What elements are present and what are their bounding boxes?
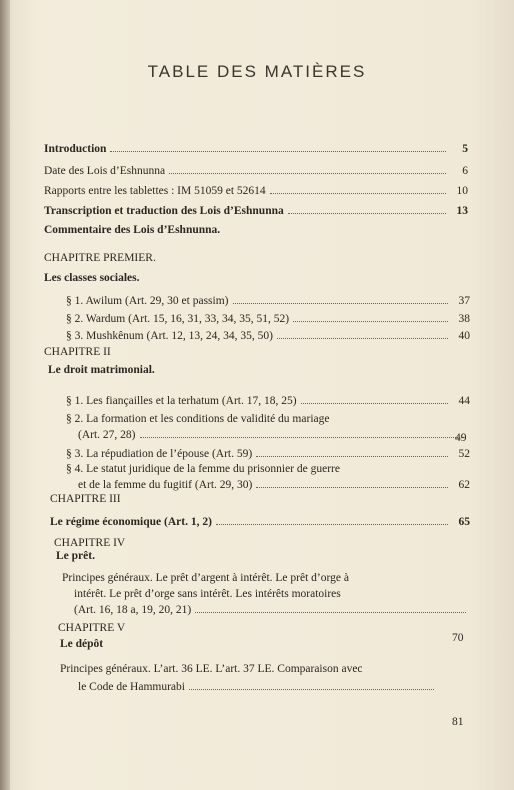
toc-entry-introduction: Introduction 5 [44, 143, 468, 155]
chapter-5-heading: CHAPITRE V [58, 622, 126, 634]
chapter-4-title: Le prêt. [56, 550, 95, 562]
toc-entry-s2-1: § 1. Les fiançailles et la terhatum (Art. 17, 18, 25) 44 [66, 395, 470, 407]
page-gutter-shadow [0, 0, 10, 790]
pret-line-1: Principes généraux. Le prêt d’argent à intérêt. Le prêt d’orge à [62, 572, 349, 584]
chapter-4-heading: CHAPITRE IV [54, 537, 126, 549]
dot-leader [233, 295, 449, 304]
toc-entry-s2-4-cont: et de la femme du fugitif (Art. 29, 30) 62 [78, 479, 470, 491]
toc-entry-s2-4: § 4. Le statut juridique de la femme du prisonnier de guerre [66, 463, 340, 475]
chapter-1-title: Les classes sociales. [44, 272, 140, 284]
depot-line-2: le Code de Hammurabi [78, 681, 438, 693]
toc-entry-s1-3: § 3. Mushkênum (Art. 12, 13, 24, 34, 35, 50) 40 [66, 330, 470, 342]
dot-leader [189, 681, 434, 690]
depot-line-1: Principes généraux. L’art. 36 LE. L’art. 37 LE. Comparaison avec [60, 663, 363, 675]
chapter-2-heading: CHAPITRE II [44, 346, 111, 358]
dot-leader [256, 479, 448, 488]
toc-page-depot: 81 [452, 716, 464, 728]
toc-entry-date: Date des Lois d’Eshnunna 6 [44, 165, 468, 177]
toc-entry-s1-2: § 2. Wardum (Art. 15, 16, 31, 33, 34, 35, 51, 52) 38 [66, 313, 470, 325]
toc-entry-s2-3: § 3. La répudiation de l’épouse (Art. 59) 52 [66, 448, 470, 460]
pret-line-2: intérêt. Le prêt d’orge sans intérêt. Les intérêts moratoires [74, 588, 341, 600]
toc-entry-transcription: Transcription et traduction des Lois d’Eshnunna 13 [44, 205, 468, 217]
toc-entry-commentaire: Commentaire des Lois d’Eshnunna. [44, 224, 221, 236]
chapter-5-title: Le dépôt [60, 638, 104, 650]
toc-entry-s1-1: § 1. Awilum (Art. 29, 30 et passim) 37 [66, 295, 470, 307]
dot-leader [256, 448, 448, 457]
toc-page-pret: 70 [452, 632, 464, 644]
dot-leader [288, 205, 446, 214]
dot-leader [195, 604, 466, 613]
pret-line-3: (Art. 16, 18 a, 19, 20, 21) [74, 604, 470, 616]
chapter-3-title: Le régime économique (Art. 1, 2) 65 [50, 516, 470, 528]
page-title: TABLE DES MATIÈRES [147, 62, 367, 81]
dot-leader [301, 395, 448, 404]
dot-leader [110, 143, 446, 152]
dot-leader [293, 313, 448, 322]
toc-entry-rapports: Rapports entre les tablettes : IM 51059 et 52614 10 [44, 185, 468, 197]
dot-leader [277, 330, 448, 339]
chapter-2-title: Le droit matrimonial. [48, 364, 155, 376]
dot-leader [270, 185, 446, 194]
toc-entry-s2-2: § 2. La formation et les conditions de validité du mariage [66, 413, 330, 425]
toc-page-s2-2: 49 [455, 432, 467, 444]
toc-entry-s2-2-cont: (Art. 27, 28) [78, 429, 470, 441]
dot-leader [169, 165, 446, 174]
chapter-3-heading: CHAPITRE III [50, 493, 121, 505]
chapter-1-heading: CHAPITRE PREMIER. [44, 252, 156, 264]
dot-leader [140, 429, 467, 438]
dot-leader [216, 516, 448, 525]
